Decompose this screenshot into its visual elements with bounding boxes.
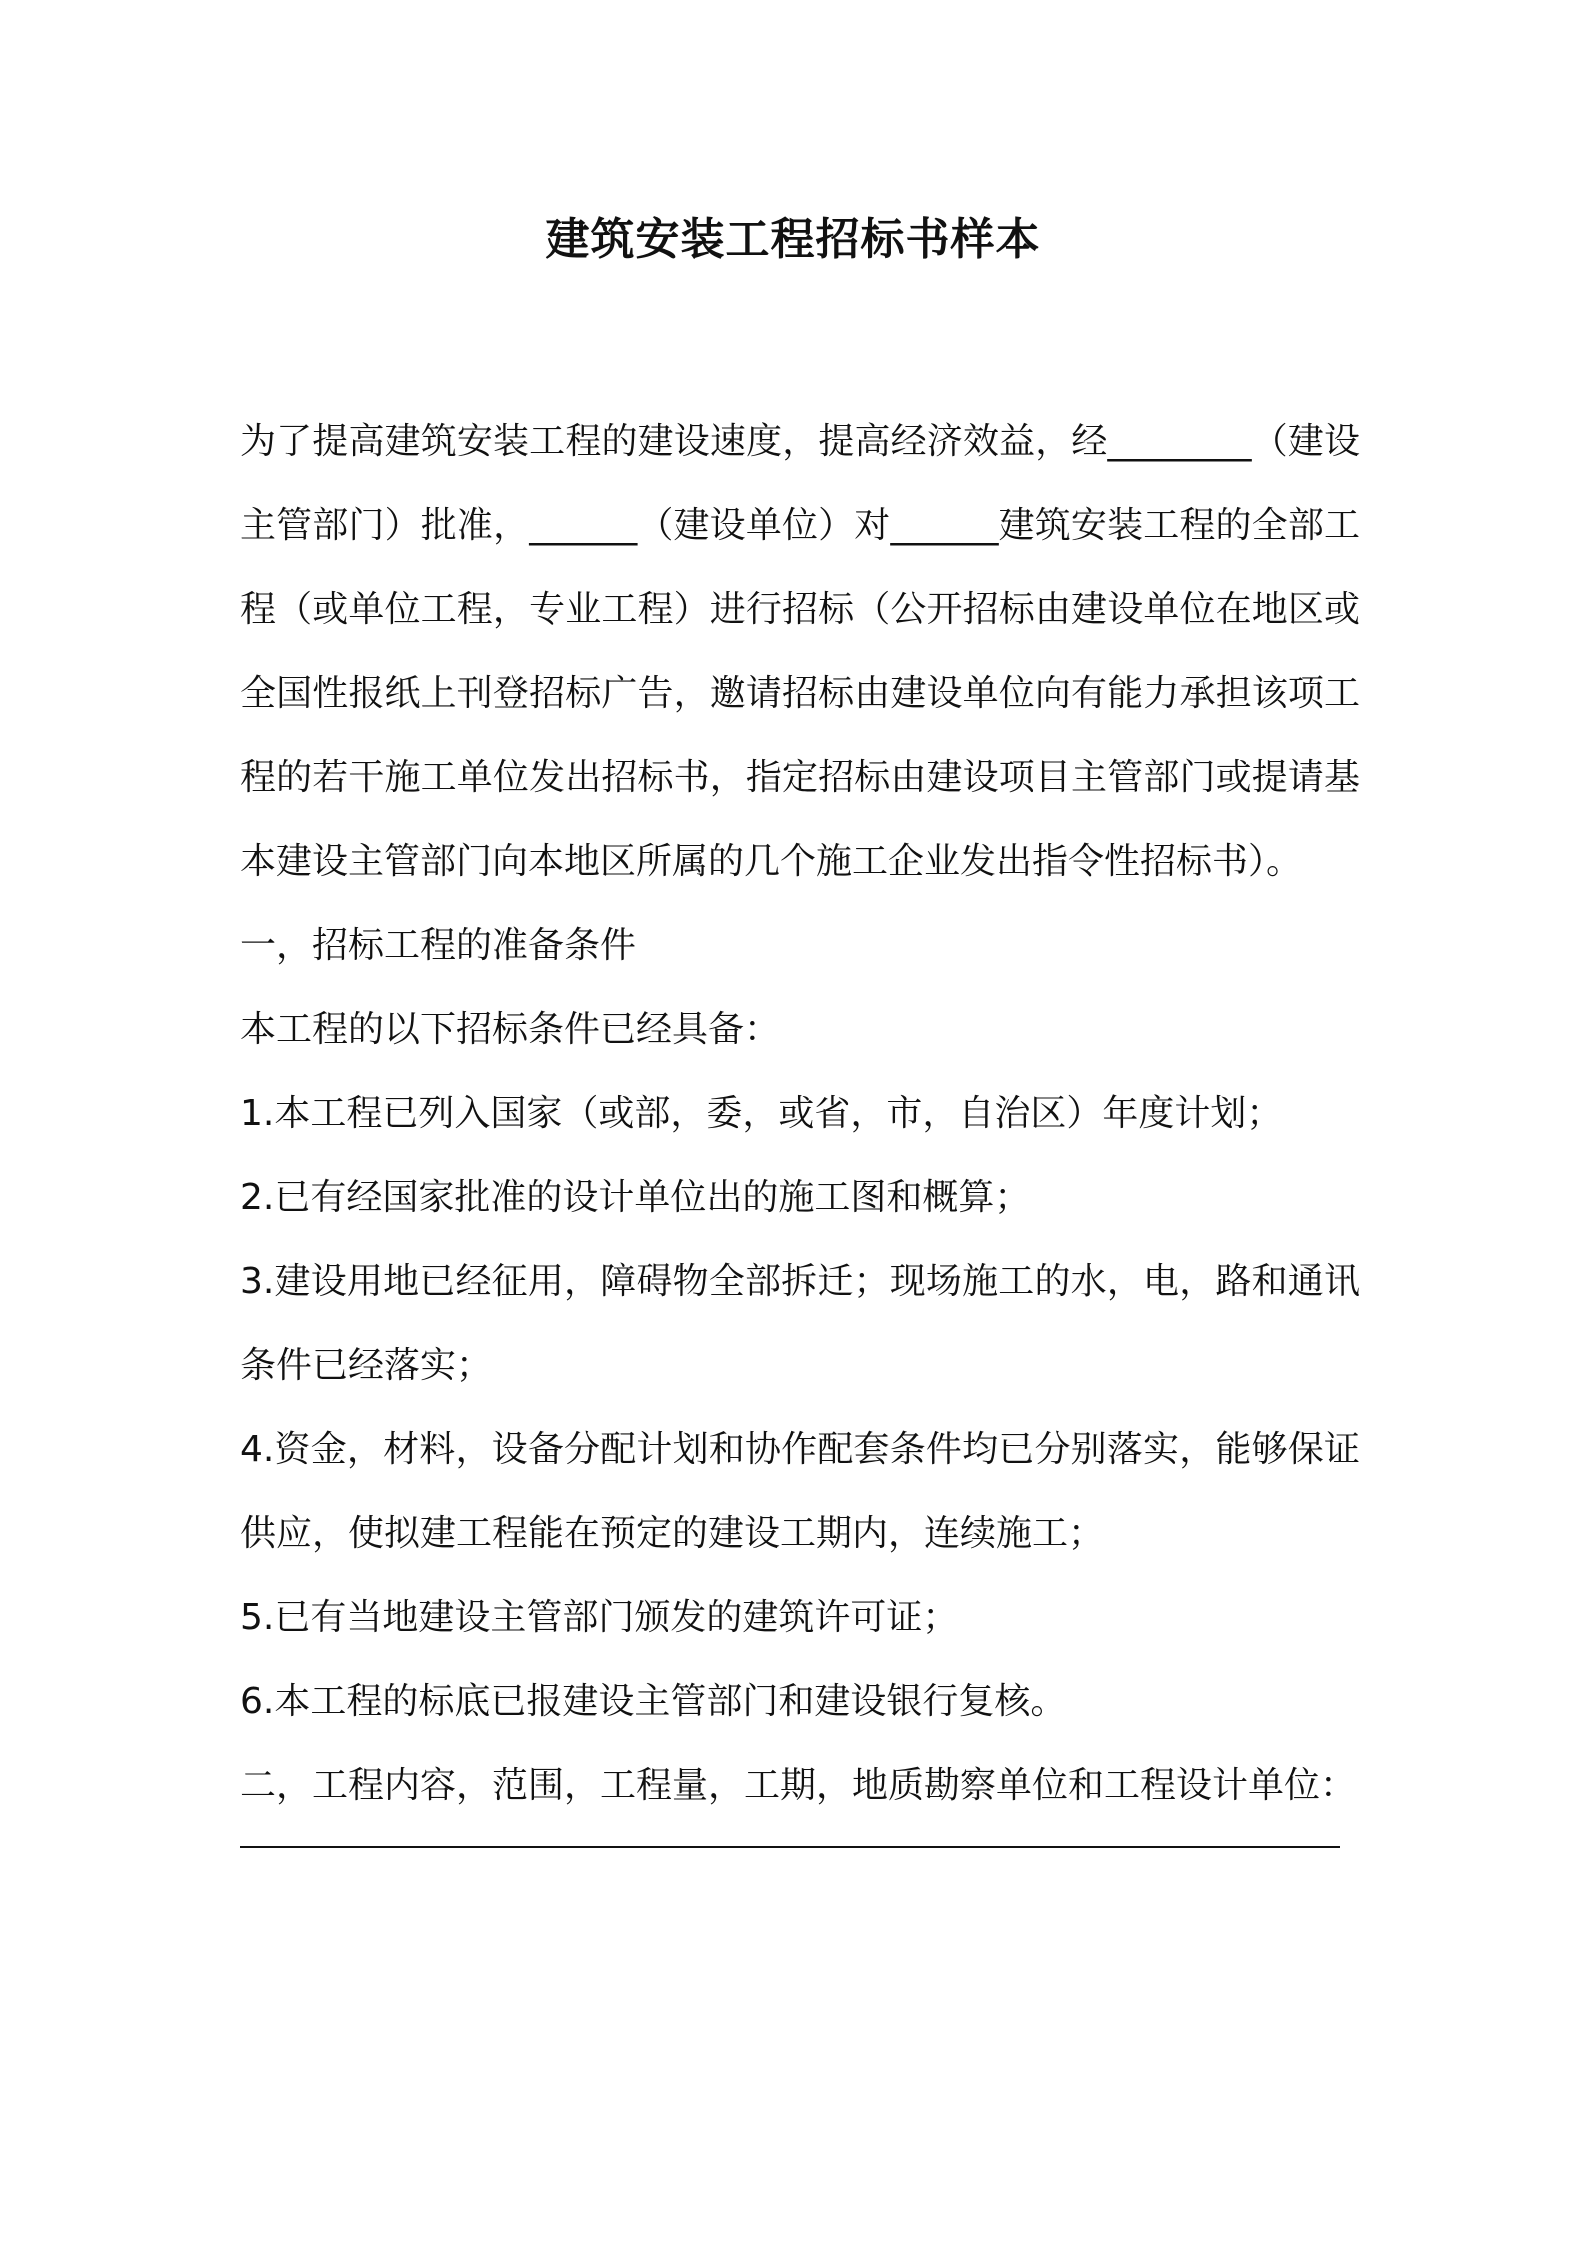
condition-item-4: 4.资金，材料，设备分配计划和协作配套条件均已分别落实，能够保证供应，使拟建工程能在预定的建设工期内，连续施工； [240,1429,1360,1554]
condition-item-1: 1.本工程已列入国家（或部，委，或省，市，自治区）年度计划； [240,1093,1283,1134]
section-1-heading: 一，招标工程的准备条件 [240,925,637,966]
condition-item-5: 5.已有当地建设主管部门颁发的建筑许可证； [240,1597,959,1638]
section-2-heading: 二，工程内容，范围，工程量，工期，地质勘察单位和工程设计单位： [240,1765,1357,1806]
condition-item-3: 3.建设用地已经征用，障碍物全部拆迁；现场施工的水，电，路和通讯条件已经落实； [240,1261,1360,1386]
condition-item-2: 2.已有经国家批准的设计单位出的施工图和概算； [240,1177,1031,1218]
section-1-lead: 本工程的以下招标条件已经具备： [240,1009,781,1050]
intro-paragraph: 为了提高建筑安装工程的建设速度，提高经济效益，经________（建设主管部门）批准，______（建设单位）对______建筑安装工程的全部工程（或单位工程，专业工程）进行招标（公开招标由建设单位在地区或全国性报纸上刊登招标广告，邀请招标由建设单位向有能力承担该项工程的若干施工单位发出招标书，指定招标由建设项目主管部门或提请基本建设主管部门向本地区所属的几个施工企业发出指令性招标书）。 [240,421,1360,882]
document-title: 建筑安装工程招标书样本 [545,214,1041,265]
condition-item-6: 6.本工程的标底已报建设主管部门和建设银行复核。 [240,1681,1067,1722]
blank-fill-line[interactable] [240,1846,1340,1848]
document-body [240,400,1360,1848]
